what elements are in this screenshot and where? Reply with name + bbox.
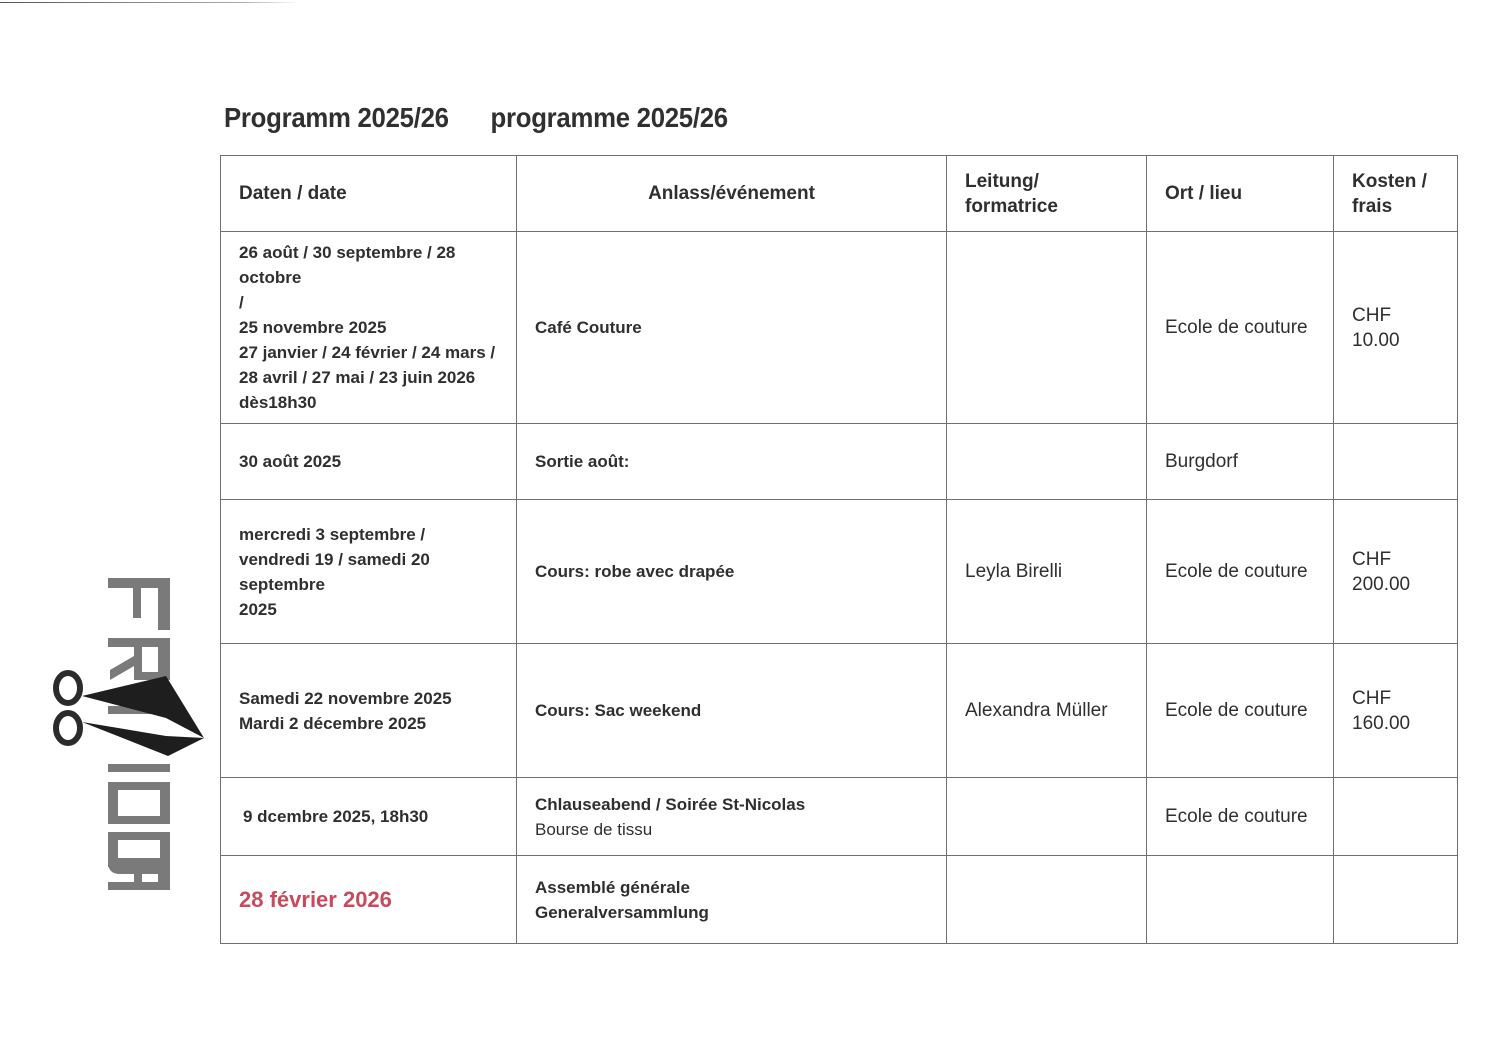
title-german: Programm 2025/26 [224, 102, 449, 133]
header-date: Daten / date [221, 156, 517, 232]
row-date: mercredi 3 septembre / vendredi 19 / samedi 20 septembre 2025 [221, 500, 517, 644]
page-title [224, 102, 728, 134]
table-row [221, 424, 1458, 500]
row-event: Sortie août: [517, 424, 947, 500]
table-row [221, 778, 1458, 856]
row-event: Cours: robe avec drapée [517, 500, 947, 644]
table-row [221, 856, 1458, 944]
row-cost: CHF 10.00 [1334, 232, 1458, 424]
row-event: Assemblé générale Generalversammlung [517, 856, 947, 944]
row-lead [947, 856, 1147, 944]
row-date: 26 août / 30 septembre / 28 octobre / 25 novembre 2025 27 janvier / 24 février / 24 mars / 28 avril / 27 mai / 23 juin 2026 dès18h30 [221, 232, 517, 424]
row-event: Cours: Sac weekend [517, 644, 947, 778]
row-date-highlighted: 28 février 2026 [221, 856, 517, 944]
row-date: 9 dcembre 2025, 18h30 [221, 778, 517, 856]
frimode-logo [48, 576, 208, 892]
row-date: Samedi 22 novembre 2025 Mardi 2 décembre 2025 [221, 644, 517, 778]
row-place: Ecole de couture [1147, 778, 1334, 856]
row-cost [1334, 778, 1458, 856]
table-row [221, 644, 1458, 778]
scan-artifact-line [0, 2, 300, 3]
header-event: Anlass/événement [517, 156, 947, 232]
row-cost [1334, 424, 1458, 500]
row-lead [947, 778, 1147, 856]
title-french: programme 2025/26 [490, 102, 728, 133]
header-place: Ort / lieu [1147, 156, 1334, 232]
table-row [221, 232, 1458, 424]
row-event-subtitle: Bourse de tissu [535, 819, 653, 839]
row-place: Burgdorf [1147, 424, 1334, 500]
row-event: Chlauseabend / Soirée St-Nicolas Bourse de tissu [517, 778, 947, 856]
row-event: Café Couture [517, 232, 947, 424]
row-cost: CHF 200.00 [1334, 500, 1458, 644]
row-lead: Alexandra Müller [947, 644, 1147, 778]
row-lead [947, 424, 1147, 500]
row-cost [1334, 856, 1458, 944]
row-place: Ecole de couture [1147, 644, 1334, 778]
row-place: Ecole de couture [1147, 500, 1334, 644]
row-lead [947, 232, 1147, 424]
header-lead: Leitung/ formatrice [947, 156, 1147, 232]
row-place: Ecole de couture [1147, 232, 1334, 424]
row-lead: Leyla Birelli [947, 500, 1147, 644]
header-cost: Kosten / frais [1334, 156, 1458, 232]
row-date: 30 août 2025 [221, 424, 517, 500]
table-header-row [221, 156, 1458, 232]
row-place [1147, 856, 1334, 944]
row-cost: CHF 160.00 [1334, 644, 1458, 778]
frimode-logo-graphic [48, 576, 208, 892]
program-table [220, 155, 1458, 944]
table-row [221, 500, 1458, 644]
